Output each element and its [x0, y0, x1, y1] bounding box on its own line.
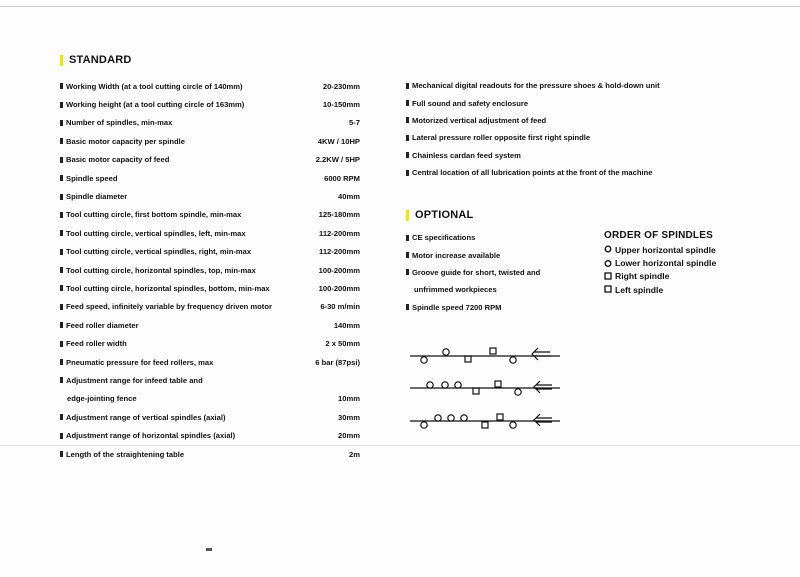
bullet-icon	[60, 414, 63, 420]
spindle-config-row-3	[410, 414, 560, 428]
spec-row	[60, 408, 360, 426]
feature-text: Motorized vertical adjustment of feed	[412, 115, 547, 125]
spec-row	[60, 151, 360, 169]
feature-text: Chainless cardan feed system	[412, 150, 521, 160]
spec-label: Feed speed, infinitely variable by frequency driven motor	[66, 302, 272, 312]
bullet-icon	[60, 267, 63, 273]
spec-value: 4KW / 10HP	[317, 136, 360, 146]
spec-row	[60, 390, 360, 408]
bullet-icon	[60, 304, 63, 310]
spindle-order-legend	[604, 230, 784, 297]
optional-text: CE specifications	[412, 233, 476, 243]
spec-value: 112-200mm	[319, 228, 360, 238]
bullet-icon	[60, 102, 63, 108]
list-item	[406, 112, 786, 129]
spec-row	[60, 353, 360, 371]
legend-item	[604, 283, 784, 296]
bullet-icon	[60, 451, 63, 457]
spec-value: 20-230mm	[322, 81, 360, 91]
spec-value: 2.2KW / 5HP	[315, 155, 360, 165]
feature-text: Lateral pressure roller opposite first right spindle	[412, 133, 591, 143]
bullet-icon	[60, 433, 63, 439]
legend-item	[604, 243, 784, 256]
spec-value: 10mm	[338, 394, 360, 404]
spindle-config-row-1	[410, 348, 560, 363]
optional-text: Groove guide for short, twisted and	[412, 267, 541, 277]
spec-value: 140mm	[333, 320, 360, 330]
bullet-icon	[406, 117, 409, 123]
bullet-icon	[60, 157, 63, 163]
spec-row	[60, 95, 360, 113]
spec-label: Adjustment range for infeed table and	[66, 375, 203, 385]
spec-label: Feed roller diameter	[66, 320, 139, 330]
spec-label: Working Width (at a tool cutting circle of 140mm)	[66, 81, 243, 91]
bullet-icon	[406, 83, 409, 89]
spec-row	[60, 298, 360, 316]
spec-label: Working height (at a tool cutting circle of 163mm)	[66, 100, 245, 110]
circle-top-icon	[604, 245, 615, 254]
spec-value: 2 x 50mm	[325, 339, 360, 349]
square-right-icon	[604, 272, 615, 281]
spec-label: edge-jointing fence	[67, 394, 137, 404]
bullet-icon	[60, 175, 63, 181]
bottom-rule	[0, 445, 800, 446]
spindle-config-row-2	[410, 381, 560, 395]
bullet-icon	[60, 138, 63, 144]
spec-value: 112-200mm	[319, 247, 360, 257]
list-item	[406, 264, 596, 281]
legend-label: Upper horizontal spindle	[615, 244, 716, 255]
list-item	[406, 94, 786, 111]
spec-row	[60, 114, 360, 132]
list-item	[406, 246, 596, 263]
bullet-icon	[60, 120, 63, 126]
spec-row	[60, 445, 360, 463]
print-speck	[206, 548, 212, 551]
feature-text: Mechanical digital readouts for the pressure shoes & hold-down unit	[412, 81, 660, 91]
bullet-icon	[60, 341, 63, 347]
list-item	[406, 147, 786, 164]
spec-row	[60, 206, 360, 224]
list-item	[406, 299, 596, 316]
spec-table	[60, 77, 360, 463]
spec-row	[60, 132, 360, 150]
spec-label: Tool cutting circle, first bottom spindle, min-max	[66, 210, 242, 220]
spec-value: 5-7	[349, 118, 360, 128]
spec-label: Number of spindles, min-max	[66, 118, 173, 128]
spec-label: Tool cutting circle, vertical spindles, left, min-max	[66, 228, 246, 238]
bullet-icon	[406, 269, 409, 275]
spec-label: Tool cutting circle, vertical spindles, right, min-max	[66, 247, 252, 257]
legend-item	[604, 270, 784, 283]
legend-label: Lower horizontal spindle	[615, 258, 717, 269]
optional-heading	[406, 209, 473, 221]
spec-label: Length of the straightening table	[66, 449, 185, 459]
bullet-icon	[406, 100, 409, 106]
spec-row	[60, 77, 360, 95]
spec-label: Adjustment range of vertical spindles (axial)	[66, 412, 226, 422]
spec-row	[60, 316, 360, 334]
spec-value: 6-30 m/min	[320, 302, 360, 312]
spec-row	[60, 224, 360, 242]
spec-row	[60, 334, 360, 352]
optional-list	[406, 229, 596, 316]
bullet-icon	[406, 135, 409, 141]
spec-label: Adjustment range of horizontal spindles (axial)	[66, 431, 236, 441]
spec-label: Spindle diameter	[66, 192, 128, 202]
bullet-icon	[60, 230, 63, 236]
bullet-icon	[60, 249, 63, 255]
optional-text: unfrimmed workpieces	[414, 285, 497, 295]
list-item	[406, 281, 596, 298]
bullet-icon	[60, 377, 63, 383]
spec-label: Tool cutting circle, horizontal spindles, bottom, min-max	[66, 283, 270, 293]
standard-heading	[60, 54, 132, 66]
spindle-arrangement-diagram	[400, 338, 580, 438]
optional-text: Spindle speed 7200 RPM	[412, 302, 502, 312]
spec-label: Pneumatic pressure for feed rollers, max	[66, 357, 214, 367]
spec-value: 30mm	[338, 412, 360, 422]
spec-value: 40mm	[338, 192, 360, 202]
list-item	[406, 129, 786, 146]
spec-label: Feed roller width	[66, 339, 127, 349]
spec-value: 100-200mm	[318, 265, 360, 275]
circle-bottom-icon	[604, 259, 615, 268]
spec-value: 6000 RPM	[324, 173, 360, 183]
feature-text: Full sound and safety enclosure	[412, 98, 529, 108]
legend-label: Right spindle	[615, 271, 670, 282]
spec-row	[60, 426, 360, 444]
bullet-icon	[406, 152, 409, 158]
spec-value: 2m	[349, 449, 360, 459]
spec-row	[60, 169, 360, 187]
legend-title: ORDER OF SPINDLES	[604, 230, 713, 241]
standard-heading-text: STANDARD	[69, 54, 132, 66]
list-item	[406, 77, 786, 94]
bullet-icon	[60, 83, 63, 89]
bullet-icon	[406, 170, 409, 176]
bullet-icon	[406, 235, 409, 241]
legend-label: Left spindle	[615, 284, 664, 295]
spec-row	[60, 371, 360, 389]
bullet-icon	[60, 194, 63, 200]
bullet-icon	[60, 212, 63, 218]
top-rule	[0, 6, 800, 7]
spec-value: 125-180mm	[318, 210, 360, 220]
bullet-icon	[406, 252, 409, 258]
heading-accent-bar	[60, 55, 63, 66]
spec-label: Basic motor capacity per spindle	[66, 136, 186, 146]
spec-row	[60, 279, 360, 297]
spec-value: 20mm	[338, 431, 360, 441]
spec-row	[60, 261, 360, 279]
spec-label: Spindle speed	[66, 173, 118, 183]
feature-text: Central location of all lubrication points at the front of the machine	[412, 168, 653, 178]
list-item	[406, 164, 786, 181]
spec-row	[60, 243, 360, 261]
spec-row	[60, 187, 360, 205]
spec-label: Tool cutting circle, horizontal spindles, top, min-max	[66, 265, 256, 275]
spec-value: 10-150mm	[322, 100, 360, 110]
spec-value: 100-200mm	[318, 283, 360, 293]
optional-heading-text: OPTIONAL	[415, 209, 474, 221]
list-item	[406, 229, 596, 246]
spec-label: Basic motor capacity of feed	[66, 155, 170, 165]
optional-text: Motor increase available	[412, 250, 501, 260]
spec-value: 6 bar (87psi)	[315, 357, 360, 367]
bullet-icon	[60, 322, 63, 328]
bullet-icon	[60, 359, 63, 365]
bullet-icon	[406, 304, 409, 310]
heading-accent-bar	[406, 210, 409, 221]
square-left-icon	[604, 285, 615, 294]
legend-item	[604, 256, 784, 269]
standard-feature-list	[406, 77, 786, 181]
bullet-icon	[60, 285, 63, 291]
